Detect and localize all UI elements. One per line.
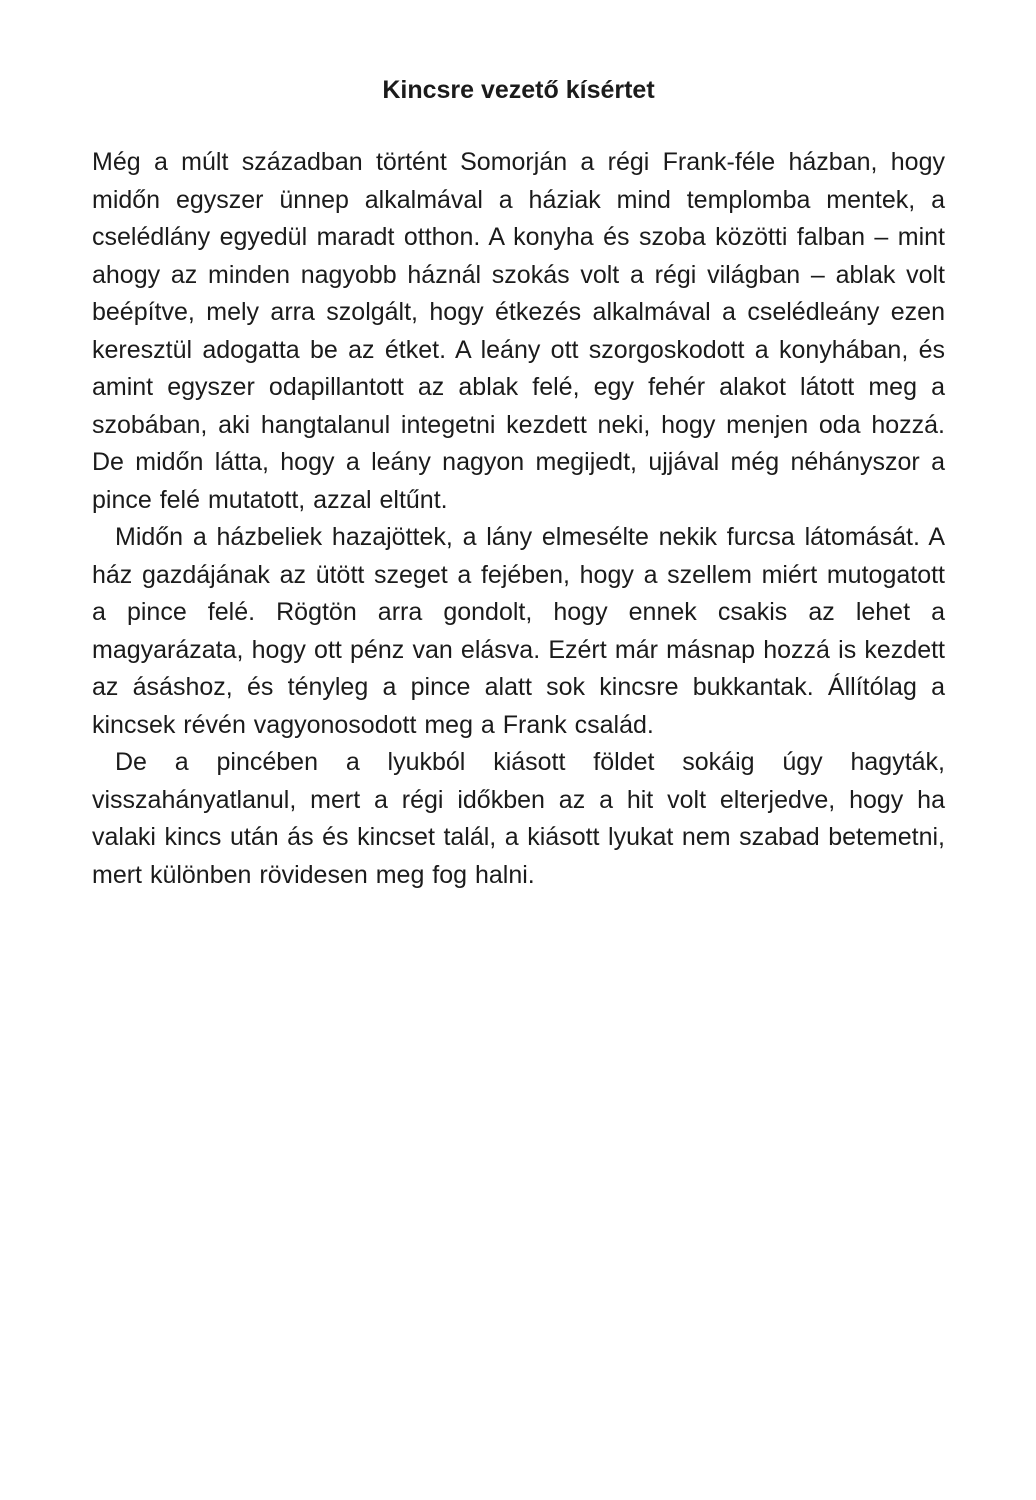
document-title: Kincsre vezető kísértet xyxy=(382,76,655,104)
paragraph-3: De a pincében a lyukból kiásott földet sokáig úgy hagyták, visszahányatlanul, mert a régi időkben az a hit volt elterjedve, hogy ha valaki kincs után ás és kincset talál, a kiásott lyukat nem szabad betemetni, mert különben rövidesen meg fog halni. xyxy=(92,748,945,889)
paragraph-1: Még a múlt században történt Somorján a régi Frank-féle házban, hogy midőn egyszer ünnep alkalmával a háziak mind templomba mentek, a cselédlány egyedül maradt otthon. A konyha és szoba közötti falban – mint ahogy az minden nagyobb háznál szokás volt a régi világban – ablak volt beépítve, mely arra szolgált, hogy étkezés alkalmával a cselédleány ezen keresztül adogatta be az étket. A leány ott szorgoskodott a konyhában, és amint egyszer odapillantott az ablak felé, egy fehér alakot látott meg a szobában, aki hangtalanul integetni kezdett neki, hogy menjen oda hozzá. De midőn látta, hogy a leány nagyon megijedt, ujjával még néhányszor a pince felé mutatott, azzal eltűnt. xyxy=(92,148,945,514)
paragraph-2: Midőn a házbeliek hazajöttek, a lány elmesélte nekik furcsa látomását. A ház gazdájának az ütött szeget a fejében, hogy a szellem miért mutogatott a pince felé. Rögtön arra gondolt, hogy ennek csakis az lehet a magyarázata, hogy ott pénz van elásva. Ezért már másnap hozzá is kezdett az ásáshoz, és tényleg a pince alatt sok kincsre bukkantak. Állítólag a kincsek révén vagyonosodott meg a Frank család. xyxy=(92,523,945,739)
